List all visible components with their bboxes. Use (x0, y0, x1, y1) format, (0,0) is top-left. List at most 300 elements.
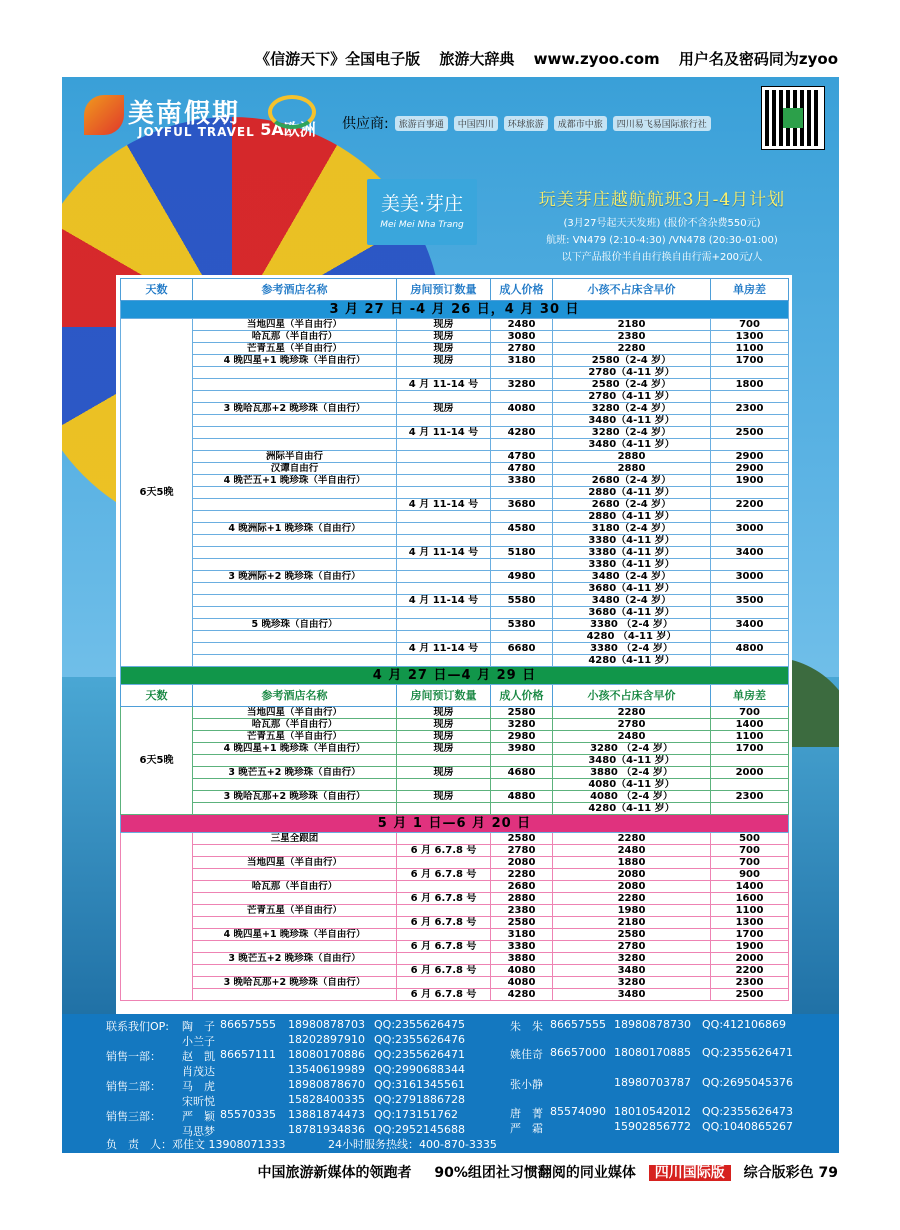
adult-price-cell: 2780 (491, 343, 553, 355)
adult-price-cell: 5380 (491, 619, 553, 631)
contact-name: 宋昕悦 (182, 1095, 215, 1108)
days-cell: 6天5晚 (121, 319, 193, 667)
table-row (121, 319, 789, 331)
contact-mobile: 18781934836 (288, 1123, 365, 1136)
single-supplement-cell: 1900 (711, 475, 789, 487)
contact-tel: 85570335 (220, 1108, 276, 1121)
room-cell: 现房 (397, 743, 491, 755)
child-price-cell: 3180（2-4 岁） (553, 523, 711, 535)
table-row (121, 451, 789, 463)
section-band (121, 301, 789, 319)
column-header: 小孩不占床含早价 (553, 685, 711, 707)
supplier-logo: 成都市中旅 (554, 116, 607, 131)
contact-mobile: 18202897910 (288, 1033, 365, 1046)
hotel-cell: 4 晚四星+1 晚珍珠（半自由行） (193, 355, 397, 367)
room-cell (397, 391, 491, 403)
single-supplement-cell (711, 655, 789, 667)
adult-price-cell: 3380 (491, 941, 553, 953)
promo-note1: (3月27号起天天发班) (报价不含杂费550元) (563, 218, 761, 229)
table-row (121, 547, 789, 559)
room-cell (397, 451, 491, 463)
contact-name: 姚佳奇 (510, 1048, 543, 1061)
hotel-cell (193, 439, 397, 451)
poster (62, 77, 839, 1153)
brand-name: 美南假期 (128, 99, 241, 129)
contact-label: 销售二部： (106, 1080, 161, 1093)
table-row (121, 833, 789, 845)
adult-price-cell: 2880 (491, 893, 553, 905)
single-supplement-cell: 2000 (711, 767, 789, 779)
promo-headline (492, 185, 832, 263)
column-header: 参考酒店名称 (193, 279, 397, 301)
adult-price-cell (491, 511, 553, 523)
single-supplement-cell (711, 367, 789, 379)
room-cell: 4 月 11-14 号 (397, 427, 491, 439)
adult-price-cell: 3680 (491, 499, 553, 511)
room-cell: 6 月 6.7.8 号 (397, 989, 491, 1001)
table-row (121, 571, 789, 583)
contact-mobile: 18980878730 (614, 1018, 691, 1031)
supplier-logo: 环球旅游 (504, 116, 548, 131)
footer-line (0, 1162, 900, 1186)
room-cell: 现房 (397, 343, 491, 355)
room-cell (397, 523, 491, 535)
hotel-cell (193, 547, 397, 559)
single-supplement-cell: 500 (711, 833, 789, 845)
header-line (0, 48, 900, 72)
single-supplement-cell: 2300 (711, 977, 789, 989)
table-row (121, 965, 789, 977)
table-row (121, 779, 789, 791)
single-supplement-cell: 1100 (711, 731, 789, 743)
brand-en: JOYFUL TRAVEL (138, 125, 255, 139)
contact-mobile: 15902856772 (614, 1120, 691, 1133)
room-cell: 4 月 11-14 号 (397, 595, 491, 607)
room-cell: 现房 (397, 791, 491, 803)
room-cell (397, 833, 491, 845)
hotel-cell (193, 989, 397, 1001)
single-supplement-cell: 2300 (711, 791, 789, 803)
child-price-cell: 2880（4-11 岁） (553, 487, 711, 499)
hotel-cell: 5 晚珍珠（自由行） (193, 619, 397, 631)
single-supplement-cell: 1100 (711, 905, 789, 917)
table-row (121, 719, 789, 731)
column-header: 房间预订数量 (397, 279, 491, 301)
contact-qq: QQ:1040865267 (702, 1120, 794, 1133)
child-price-cell: 3280 （2-4 岁） (553, 743, 711, 755)
table-row (121, 403, 789, 415)
section-band (121, 667, 789, 685)
column-header: 天数 (121, 685, 193, 707)
adult-price-cell: 4780 (491, 451, 553, 463)
hotel-cell: 当地四星（半自由行） (193, 857, 397, 869)
contact-name: 赵 凯 (182, 1050, 215, 1063)
room-cell (397, 929, 491, 941)
hotel-cell: 3 晚哈瓦那+2 晚珍珠（自由行） (193, 791, 397, 803)
single-supplement-cell (711, 415, 789, 427)
room-cell (397, 631, 491, 643)
table-row (121, 707, 789, 719)
supplier-logo: 四川易飞易国际旅行社 (613, 116, 711, 131)
single-supplement-cell: 1600 (711, 893, 789, 905)
single-supplement-cell: 2200 (711, 965, 789, 977)
contact-qq: QQ:2355626476 (374, 1033, 466, 1046)
contact-mobile: 13881874473 (288, 1108, 365, 1121)
contact-mobile: 13540619989 (288, 1063, 365, 1076)
single-supplement-cell (711, 631, 789, 643)
table-row (121, 355, 789, 367)
adult-price-cell: 5180 (491, 547, 553, 559)
adult-price-cell: 3080 (491, 331, 553, 343)
hotel-cell: 4 晚芒五+1 晚珍珠（半自由行） (193, 475, 397, 487)
child-price-cell: 3480（4-11 岁） (553, 755, 711, 767)
table-row (121, 583, 789, 595)
table-row (121, 499, 789, 511)
hotel-cell (193, 595, 397, 607)
hotel-cell: 芒青五星（半自由行） (193, 905, 397, 917)
child-price-cell: 4280 （4-11 岁） (553, 631, 711, 643)
single-supplement-cell: 1300 (711, 331, 789, 343)
room-cell: 现房 (397, 331, 491, 343)
contact-qq: QQ:2695045376 (702, 1076, 794, 1089)
adult-price-cell: 3980 (491, 743, 553, 755)
hotel-cell (193, 607, 397, 619)
hotel-cell (193, 643, 397, 655)
table-row (121, 869, 789, 881)
child-price-cell: 3480（2-4 岁） (553, 571, 711, 583)
hotel-cell: 3 晚洲际+2 晚珍珠（自由行） (193, 571, 397, 583)
single-supplement-cell: 1800 (711, 379, 789, 391)
adult-price-cell: 3180 (491, 355, 553, 367)
single-supplement-cell (711, 439, 789, 451)
child-price-cell: 2080 (553, 881, 711, 893)
table-row (121, 791, 789, 803)
table-row (121, 731, 789, 743)
room-cell (397, 367, 491, 379)
contact-tel: 86657555 (220, 1018, 276, 1031)
child-price-cell: 3880 （2-4 岁） (553, 767, 711, 779)
single-supplement-cell: 2900 (711, 463, 789, 475)
hotel-cell: 哈瓦那（半自由行） (193, 881, 397, 893)
leaf-logo-icon (84, 95, 124, 135)
table-row (121, 427, 789, 439)
child-price-cell: 2080 (553, 869, 711, 881)
child-price-cell: 3680（4-11 岁） (553, 583, 711, 595)
child-price-cell: 2280 (553, 833, 711, 845)
column-header: 成人价格 (491, 685, 553, 707)
contact-mobile: 18980878703 (288, 1018, 365, 1031)
room-cell (397, 607, 491, 619)
child-price-cell: 3480（4-11 岁） (553, 415, 711, 427)
hotel-cell: 哈瓦那（半自由行） (193, 331, 397, 343)
contact-name: 肖茂达 (182, 1065, 215, 1078)
single-supplement-cell (711, 607, 789, 619)
table-row (121, 331, 789, 343)
adult-price-cell: 3180 (491, 929, 553, 941)
days-cell: 6天5晚 (121, 707, 193, 815)
adult-price-cell (491, 755, 553, 767)
column-header: 参考酒店名称 (193, 685, 397, 707)
room-cell (397, 755, 491, 767)
child-price-cell: 2780 (553, 719, 711, 731)
room-cell (397, 779, 491, 791)
child-price-cell: 2480 (553, 845, 711, 857)
child-price-cell: 3280 (553, 953, 711, 965)
room-cell: 4 月 11-14 号 (397, 499, 491, 511)
child-price-cell: 1980 (553, 905, 711, 917)
table-row (121, 619, 789, 631)
login-note: 用户名及密码同为zyoo (678, 50, 838, 68)
adult-price-cell: 4780 (491, 463, 553, 475)
room-cell: 6 月 6.7.8 号 (397, 893, 491, 905)
contact-qq: QQ:173151762 (374, 1108, 459, 1121)
adult-price-cell (491, 487, 553, 499)
room-cell (397, 857, 491, 869)
adult-price-cell: 4880 (491, 791, 553, 803)
section-title: 5 月 1 日—6 月 20 日 (121, 815, 789, 833)
contact-name: 小兰子 (182, 1035, 215, 1048)
table-row (121, 439, 789, 451)
room-cell (397, 619, 491, 631)
contact-name: 严 颖 (182, 1110, 215, 1123)
adult-price-cell (491, 367, 553, 379)
single-supplement-cell (711, 755, 789, 767)
single-supplement-cell: 3400 (711, 547, 789, 559)
europe-badge: 5A欧洲 (258, 93, 318, 141)
contact-mobile: 18080170886 (288, 1048, 365, 1061)
responsible-person: 负 责 人：邓佳文 13908071333 (106, 1138, 286, 1151)
room-cell (397, 953, 491, 965)
adult-price-cell: 2080 (491, 857, 553, 869)
table-row (121, 391, 789, 403)
adult-price-cell: 2380 (491, 905, 553, 917)
child-price-cell: 4280（4-11 岁） (553, 655, 711, 667)
adult-price-cell: 2680 (491, 881, 553, 893)
hotel-cell: 哈瓦那（半自由行） (193, 719, 397, 731)
table-row (121, 415, 789, 427)
room-cell: 4 月 11-14 号 (397, 547, 491, 559)
room-cell: 现房 (397, 767, 491, 779)
contact-qq: QQ:412106869 (702, 1018, 787, 1031)
adult-price-cell: 2280 (491, 869, 553, 881)
section-band (121, 815, 789, 833)
hotel-cell (193, 391, 397, 403)
child-price-cell: 4080（4-11 岁） (553, 779, 711, 791)
hotel-cell (193, 917, 397, 929)
child-price-cell: 2780（4-11 岁） (553, 367, 711, 379)
contact-name: 陶 子 (182, 1020, 215, 1033)
hotel-cell (193, 367, 397, 379)
slogan1: 中国旅游新媒体的领跑者 (257, 1165, 412, 1181)
table-row (121, 559, 789, 571)
table-row (121, 379, 789, 391)
room-cell: 现房 (397, 707, 491, 719)
single-supplement-cell: 700 (711, 845, 789, 857)
adult-price-cell (491, 631, 553, 643)
dict-title: 旅游大辞典 (439, 50, 515, 68)
column-header: 小孩不占床含早价 (553, 279, 711, 301)
room-cell: 6 月 6.7.8 号 (397, 941, 491, 953)
child-price-cell: 2680（2-4 岁） (553, 475, 711, 487)
adult-price-cell: 2780 (491, 845, 553, 857)
site-link[interactable]: www.zyoo.com (533, 50, 660, 68)
child-price-cell: 4280（4-11 岁） (553, 803, 711, 815)
hotel-cell: 3 晚芒五+2 晚珍珠（自由行） (193, 953, 397, 965)
child-price-cell: 2880（4-11 岁） (553, 511, 711, 523)
contact-name: 马思梦 (182, 1125, 215, 1138)
child-price-cell: 3480（2-4 岁） (553, 595, 711, 607)
table-row (121, 655, 789, 667)
single-supplement-cell: 3400 (711, 619, 789, 631)
child-price-cell: 3480 (553, 965, 711, 977)
single-supplement-cell: 2300 (711, 403, 789, 415)
table-row (121, 857, 789, 869)
adult-price-cell (491, 803, 553, 815)
adult-price-cell: 4280 (491, 427, 553, 439)
contact-tel: 85574090 (550, 1105, 606, 1118)
column-header: 单房差 (711, 279, 789, 301)
single-supplement-cell (711, 779, 789, 791)
hotel-cell (193, 869, 397, 881)
hotel-cell (193, 965, 397, 977)
contact-qq: QQ:2355626471 (374, 1048, 466, 1061)
adult-price-cell: 4280 (491, 989, 553, 1001)
section-title: 3 月 27 日 -4 月 26 日，4 月 30 日 (121, 301, 789, 319)
contact-label: 销售三部： (106, 1110, 161, 1123)
contact-label: 联系我们OP: (106, 1020, 169, 1033)
adult-price-cell: 4080 (491, 977, 553, 989)
table-row (121, 535, 789, 547)
table-row (121, 643, 789, 655)
hotel-cell: 3 晚哈瓦那+2 晚珍珠（自由行） (193, 403, 397, 415)
qr-code-icon[interactable] (762, 87, 824, 149)
table-row (121, 607, 789, 619)
hotel-cell: 当地四星（半自由行） (193, 319, 397, 331)
hotel-cell (193, 535, 397, 547)
hotel-cell (193, 893, 397, 905)
room-cell: 6 月 6.7.8 号 (397, 869, 491, 881)
hotel-cell (193, 511, 397, 523)
table-row (121, 893, 789, 905)
room-cell (397, 415, 491, 427)
table-row (121, 755, 789, 767)
child-price-cell: 2480 (553, 731, 711, 743)
single-supplement-cell (711, 583, 789, 595)
room-cell (397, 583, 491, 595)
table-row (121, 917, 789, 929)
hotel-cell (193, 415, 397, 427)
single-supplement-cell: 700 (711, 707, 789, 719)
hotel-cell (193, 427, 397, 439)
adult-price-cell: 4980 (491, 571, 553, 583)
contact-qq: QQ:2791886728 (374, 1093, 466, 1106)
adult-price-cell: 5580 (491, 595, 553, 607)
hotel-cell (193, 379, 397, 391)
section-title: 4 月 27 日—4 月 29 日 (121, 667, 789, 685)
price-table (120, 278, 789, 1001)
table-row (121, 487, 789, 499)
single-supplement-cell (711, 511, 789, 523)
room-cell: 4 月 11-14 号 (397, 379, 491, 391)
single-supplement-cell (711, 391, 789, 403)
single-supplement-cell (711, 535, 789, 547)
hotel-cell: 当地四星（半自由行） (193, 707, 397, 719)
single-supplement-cell: 3000 (711, 523, 789, 535)
adult-price-cell: 3880 (491, 953, 553, 965)
promo-note2: 以下产品报价半自由行换自由行需+200元/人 (561, 252, 763, 263)
child-price-cell: 2280 (553, 707, 711, 719)
room-cell: 现房 (397, 319, 491, 331)
child-price-cell: 2880 (553, 463, 711, 475)
child-price-cell: 3680（4-11 岁） (553, 607, 711, 619)
child-price-cell: 4080 （2-4 岁） (553, 791, 711, 803)
single-supplement-cell: 700 (711, 319, 789, 331)
contact-qq: QQ:3161345561 (374, 1078, 466, 1091)
adult-price-cell: 6680 (491, 643, 553, 655)
child-price-cell: 2580 (553, 929, 711, 941)
single-supplement-cell: 1700 (711, 355, 789, 367)
child-price-cell: 2280 (553, 893, 711, 905)
single-supplement-cell: 4800 (711, 643, 789, 655)
room-cell: 6 月 6.7.8 号 (397, 965, 491, 977)
single-supplement-cell: 1400 (711, 881, 789, 893)
hotel-cell (193, 845, 397, 857)
slogan2: 90%组团社习惯翻阅的同业媒体 (434, 1165, 636, 1181)
room-cell (397, 475, 491, 487)
hotel-cell (193, 559, 397, 571)
table-row (121, 977, 789, 989)
room-cell (397, 559, 491, 571)
nhatrang-logo-en: Mei Mei Nha Trang (380, 220, 464, 230)
child-price-cell: 3380（4-11 岁） (553, 547, 711, 559)
contact-mobile: 15828400335 (288, 1093, 365, 1106)
column-header: 成人价格 (491, 279, 553, 301)
hotel-cell: 4 晚洲际+1 晚珍珠（自由行） (193, 523, 397, 535)
contact-mobile: 18080170885 (614, 1046, 691, 1059)
adult-price-cell: 2580 (491, 707, 553, 719)
child-price-cell: 2280 (553, 343, 711, 355)
room-cell (397, 905, 491, 917)
hotel-cell (193, 655, 397, 667)
nhatrang-logo-text: 美美·芽庄 (380, 193, 464, 215)
adult-price-cell: 3380 (491, 475, 553, 487)
child-price-cell: 3380 （2-4 岁） (553, 619, 711, 631)
single-supplement-cell: 1700 (711, 929, 789, 941)
room-cell (397, 571, 491, 583)
page-number: 综合版彩色 79 (743, 1165, 838, 1181)
supplier-logo: 旅游百事通 (395, 116, 448, 131)
adult-price-cell (491, 559, 553, 571)
contact-qq: QQ:2355626475 (374, 1018, 466, 1031)
single-supplement-cell: 1300 (711, 917, 789, 929)
adult-price-cell: 3280 (491, 719, 553, 731)
single-supplement-cell: 3000 (711, 571, 789, 583)
supplier-bar (342, 113, 711, 133)
contact-label: 销售一部： (106, 1050, 161, 1063)
single-supplement-cell: 1700 (711, 743, 789, 755)
adult-price-cell: 2480 (491, 319, 553, 331)
room-cell (397, 487, 491, 499)
table-row (121, 989, 789, 1001)
single-supplement-cell: 1100 (711, 343, 789, 355)
magazine-title: 《信游天下》全国电子版 (255, 50, 421, 68)
single-supplement-cell: 2000 (711, 953, 789, 965)
price-table-panel (116, 275, 792, 1047)
days-cell (121, 833, 193, 1001)
table-row (121, 595, 789, 607)
single-supplement-cell: 1900 (711, 941, 789, 953)
adult-price-cell: 4080 (491, 403, 553, 415)
